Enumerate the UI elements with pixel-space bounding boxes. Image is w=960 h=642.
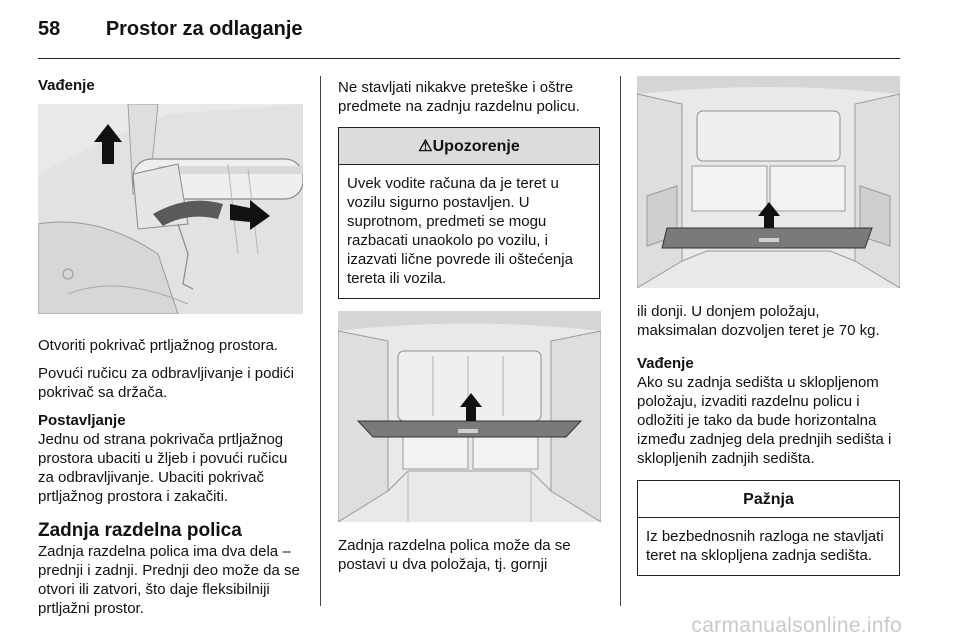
warning-header xyxy=(339,128,599,165)
cover-removal-illustration xyxy=(38,104,303,314)
section-title-shelf: Zadnja razdelna polica xyxy=(38,520,242,541)
notice-body: Iz bezbednosnih razloga ne stavljati teret na sklopljena zadnja sedišta. xyxy=(646,528,884,564)
shelf-upper-illustration xyxy=(338,311,601,522)
heading-vadjenje-2: Vađenje xyxy=(637,355,694,372)
warning-triangle-icon: ⚠ xyxy=(418,138,433,155)
watermark: carmanualsonline.info xyxy=(691,614,902,637)
text-lower-position: ili donji. U donjem položaju, maksimalan dozvoljen teret je 70 kg. xyxy=(637,303,880,339)
column-1 xyxy=(38,76,306,627)
text-no-heavy-items: Ne stavljati nikakve preteške i oštre predmete na zadnju razdelnu policu. xyxy=(338,79,580,115)
column-divider-2 xyxy=(620,76,621,606)
warning-body: Uvek vodite računa da je teret u vozilu sigurno postavljen. U suprotnom, predmeti se mogu razbacati unaokolo po vozilu, i izazvati lične povrede ili oštećenja tereta ili vozila. xyxy=(347,175,573,287)
heading-vadjenje: Vađenje xyxy=(38,77,95,94)
text-open-cover: Otvoriti pokrivač prtljažnog prostora. xyxy=(38,337,279,354)
notice-title: Pažnja xyxy=(638,481,899,518)
page-header xyxy=(38,18,303,41)
column-2 xyxy=(338,78,606,583)
figure-shelf-lower xyxy=(637,76,900,288)
text-postavljanje: Jednu od strana pokrivača prtljažnog prostora ubaciti u žljeb i povući ručicu za odbravljivanje. Ubaciti pokrivač prtljažnog prostora i zakačiti. xyxy=(38,431,288,505)
text-shelf-description: Zadnja razdelna polica ima dva dela – prednji i zadnji. Prednji deo može da se otvori ili zatvori, što daje fleksibilniji prtljažni prostor. xyxy=(38,543,300,617)
notice-box xyxy=(637,480,900,576)
figure-shelf-upper xyxy=(338,311,601,522)
text-vadjenje-2: Ako su zadnja sedišta u sklopljenom položaju, izvaditi razdelnu policu i odložiti je tako da bude horizontalna između zadnjeg dela prednjih sedišta i sklopljenih zadnjih sedišta. xyxy=(637,374,892,467)
text-pull-handle: Povući ručicu za odbravljivanje i podići pokrivač sa držača. xyxy=(38,365,294,401)
shelf-lower-illustration xyxy=(637,76,900,288)
column-3 xyxy=(637,76,901,576)
heading-postavljanje: Postavljanje xyxy=(38,412,126,429)
page-number: 58 xyxy=(38,18,61,40)
warning-box xyxy=(338,127,600,299)
page-title: Prostor za odlaganje xyxy=(105,18,303,40)
header-rule xyxy=(38,58,900,59)
figure-cover-removal xyxy=(38,104,303,314)
text-shelf-positions: Zadnja razdelna polica može da se postavi u dva položaja, tj. gornji xyxy=(338,537,571,573)
warning-title: Upozorenje xyxy=(432,138,520,155)
column-divider-1 xyxy=(320,76,321,606)
